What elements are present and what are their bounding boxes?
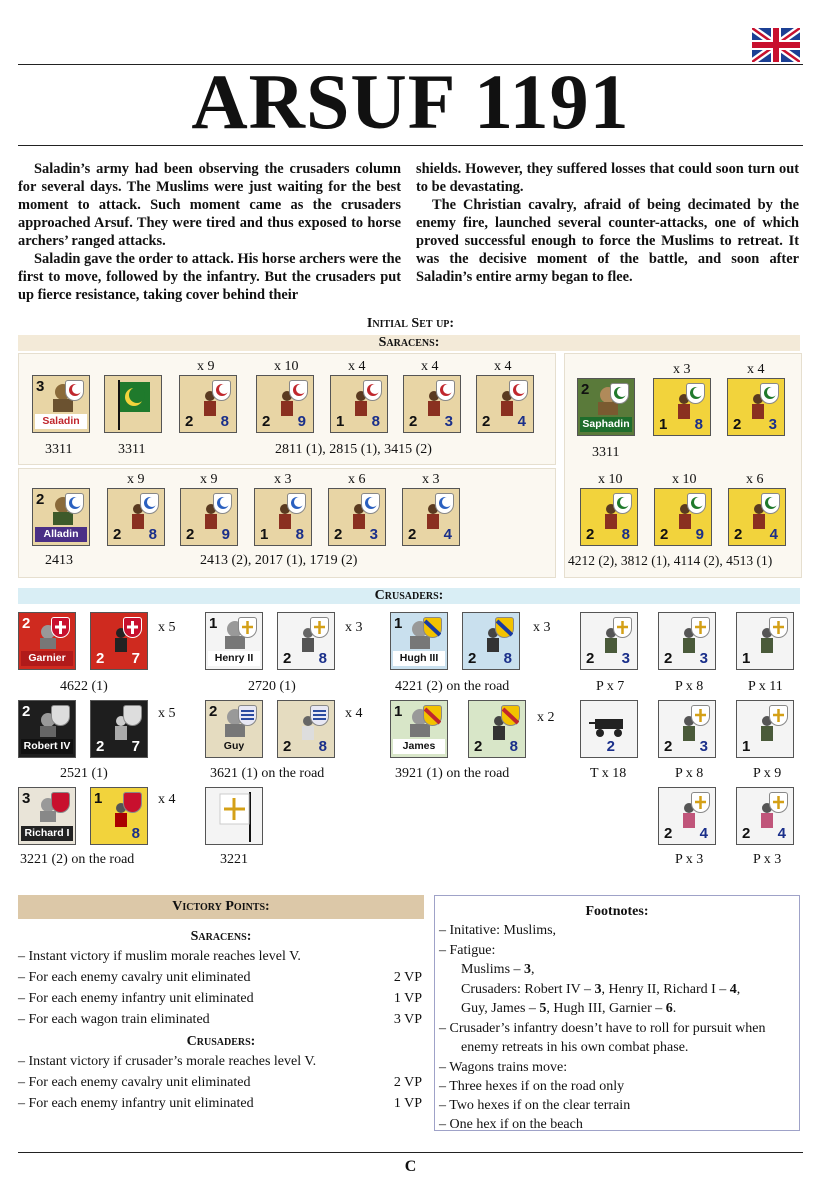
unit-rating: 1 <box>94 790 103 807</box>
unit-multiplier: x 4 <box>494 359 512 374</box>
unit-multiplier: x 3 <box>673 362 691 377</box>
crescent-shield-icon <box>361 493 380 514</box>
wagon-counter <box>580 700 638 758</box>
footer-rule <box>18 1152 803 1153</box>
unit-strength: 2 <box>734 526 743 543</box>
unit-multiplier: x 3 <box>422 472 440 487</box>
leader-rating: 2 <box>36 491 45 508</box>
unit-movement: 9 <box>221 526 230 543</box>
unit-multiplier: x 9 <box>197 359 215 374</box>
vp-value: 3 VP <box>393 1012 422 1027</box>
cross-shield-icon <box>51 617 70 638</box>
unit-strength: 2 <box>96 738 105 755</box>
crusader-banner-location: 3221 <box>220 852 248 867</box>
vp-text: – For each enemy cavalry unit eliminated <box>18 1075 251 1090</box>
unit-strength: 1 <box>336 413 345 430</box>
unit-movement: 4 <box>699 825 708 842</box>
intro-paragraph: shields. However, they suffered losses that could soon turn out to be devastating. <box>416 161 799 195</box>
footnote-beach: – One hex if on the beach <box>439 1117 583 1132</box>
striped-shield-icon <box>238 705 257 726</box>
leader-rating: 1 <box>394 615 403 632</box>
unit-movement: 4 <box>777 825 786 842</box>
intro-paragraph: Saladin gave the order to attack. His horse archers were the first to move, followed by the infantry. But the crusaders put up fierce resistance, taking cover behind their <box>18 251 401 303</box>
intro-paragraph: Saladin’s army had been observing the crusaders column for several days. The Muslims were just waiting for the best moment to attack. Such moment came as the crusaders approached Arsuf. They were tired and thus exposed to horse archers’ ranged attacks. <box>18 161 401 249</box>
unit-strength: 2 <box>660 526 669 543</box>
saphadin-row2-locations: 4212 (2), 3812 (1), 4114 (2), 4513 (1) <box>568 553 773 568</box>
crescent-shield-icon <box>65 493 84 514</box>
unit-strength: 2 <box>283 650 292 667</box>
title-rule <box>18 145 803 146</box>
unit-strength: 1 <box>659 416 668 433</box>
vp-row <box>18 991 424 1007</box>
vp-text: – For each enemy cavalry unit eliminated <box>18 970 251 985</box>
alladin-location: 2413 <box>45 553 73 568</box>
saracen-row2-locations: 2413 (2), 2017 (1), 1719 (2) <box>200 553 358 568</box>
unit-multiplier: x 6 <box>746 472 764 487</box>
unit-multiplier: x 6 <box>348 472 366 487</box>
unit-strength: 1 <box>742 650 751 667</box>
lions-shield-icon <box>51 792 70 813</box>
jerusalem-cross-icon <box>691 617 710 638</box>
crescent-shield-icon <box>760 383 779 404</box>
vp-text: – For each wagon train eliminated <box>18 1012 210 1027</box>
unit-movement: 4 <box>443 526 452 543</box>
leader-name: Robert IV <box>21 739 73 754</box>
unit-strength: 2 <box>664 738 673 755</box>
unit-strength: 2 <box>113 526 122 543</box>
hugh-unit-counter <box>462 612 520 670</box>
unit-movement: 4 <box>517 413 526 430</box>
leader-name: Saladin <box>35 414 87 429</box>
richard-location: 3221 (2) on the road <box>20 852 135 867</box>
saracen-row1-locations: 2811 (1), 2815 (1), 3415 (2) <box>275 442 432 457</box>
unit-multiplier: x 5 <box>158 620 176 635</box>
robert-location: 2521 (1) <box>60 766 108 781</box>
crescent-shield-icon <box>761 493 780 514</box>
unit-movement: 4 <box>769 526 778 543</box>
unit-multiplier: x 10 <box>598 472 623 487</box>
intro-right <box>416 160 799 286</box>
richard-unit-counter <box>90 787 148 845</box>
crescent-shield-icon <box>613 493 632 514</box>
unit-strength: 2 <box>664 825 673 842</box>
infantry-counter <box>736 700 794 758</box>
unit-strength: 2 <box>409 413 418 430</box>
saphadin-counter <box>577 378 635 436</box>
unit-counter <box>254 488 312 546</box>
crescent-shield-icon <box>509 380 528 401</box>
guy-counter <box>205 700 263 758</box>
cross-shield-icon <box>123 617 142 638</box>
unit-counter <box>180 488 238 546</box>
leader-rating: 2 <box>22 703 31 720</box>
jerusalem-cross-icon <box>310 617 329 638</box>
jerusalem-cross-icon <box>769 792 788 813</box>
leader-name: James <box>393 739 445 754</box>
crescent-shield-icon <box>212 380 231 401</box>
unit-movement: 3 <box>444 413 453 430</box>
fatigue-end: . <box>672 1001 677 1016</box>
vp-value: 2 VP <box>393 970 422 985</box>
unit-movement: 8 <box>220 413 229 430</box>
vp-crusaders-heading: Crusaders: <box>186 1034 256 1049</box>
vp-row <box>18 1075 424 1091</box>
crusaders-heading: Crusaders: <box>18 588 800 604</box>
henry-counter <box>205 612 263 670</box>
unit-movement: 8 <box>621 526 630 543</box>
vp-row <box>18 1054 424 1070</box>
hugh-location: 4221 (2) on the road <box>395 679 510 694</box>
vp-text: – Instant victory if crusader’s morale reaches level V. <box>18 1054 317 1069</box>
unit-strength: 2 <box>742 825 751 842</box>
unit-strength: 2 <box>474 738 483 755</box>
infantry-count-label: P x 7 <box>596 679 625 694</box>
hugh-counter <box>390 612 448 670</box>
vp-text: – For each enemy infantry unit eliminated <box>18 991 254 1006</box>
crescent-shield-icon <box>289 380 308 401</box>
leader-name: Richard I <box>21 826 73 841</box>
saracens-heading: Saracens: <box>18 335 800 351</box>
unit-movement: 7 <box>131 738 140 755</box>
footnote-crusaders-2 <box>461 1001 676 1017</box>
unit-strength: 2 <box>664 650 673 667</box>
vp-row <box>18 970 424 986</box>
vp-value: 1 VP <box>393 991 422 1006</box>
unit-strength: 2 <box>186 526 195 543</box>
fatigue-label: Muslims – <box>461 962 525 977</box>
infantry-counter <box>658 787 716 845</box>
shield-icon <box>123 705 142 726</box>
fatigue-value: 3 <box>594 982 602 997</box>
unit-multiplier: x 5 <box>158 706 176 721</box>
james-location: 3921 (1) on the road <box>395 766 510 781</box>
unit-counter <box>403 375 461 433</box>
saladin-location: 3311 <box>45 442 73 457</box>
unit-strength: 2 <box>96 650 105 667</box>
leader-name: Alladin <box>35 527 87 542</box>
footnote-pursuit-cont: enemy retreats in his own combat phase. <box>461 1040 689 1055</box>
unit-counter <box>476 375 534 433</box>
alladin-counter <box>32 488 90 546</box>
unit-movement: 9 <box>695 526 704 543</box>
crescent-shield-icon <box>363 380 382 401</box>
infantry-counter <box>658 612 716 670</box>
infantry-counter <box>736 787 794 845</box>
unit-multiplier: x 10 <box>274 359 299 374</box>
infantry-count-label: P x 3 <box>675 852 704 867</box>
intro-paragraph: The Christian cavalry, afraid of being decimated by the enemy fire, launched several counter-attacks, one of which proved successful enough to force the Muslims to retreat. It was the decisive moment of the battle, and soon after Saladin’s entire army began to flee. <box>416 197 799 285</box>
bend-shield-icon <box>423 705 442 726</box>
vp-saracens-heading: Saracens: <box>190 929 252 944</box>
unit-multiplier: x 3 <box>274 472 292 487</box>
unit-strength: 2 <box>185 413 194 430</box>
garnier-unit-counter <box>90 612 148 670</box>
shield-icon <box>51 705 70 726</box>
unit-movement: 7 <box>131 650 140 667</box>
unit-counter <box>330 375 388 433</box>
fatigue-label: Crusaders: Robert IV – <box>461 982 595 997</box>
crescent-shield-icon <box>65 380 84 401</box>
unit-movement: 3 <box>621 650 630 667</box>
crescent-shield-icon <box>435 493 454 514</box>
footnote-initiative: – Initative: Muslims, <box>439 923 557 938</box>
bend-shield-icon <box>495 617 514 638</box>
leader-rating: 2 <box>209 703 218 720</box>
robert-unit-counter <box>90 700 148 758</box>
unit-movement: 8 <box>503 650 512 667</box>
henry-unit-counter <box>277 612 335 670</box>
unit-movement: 8 <box>694 416 703 433</box>
footnote-pursuit: – Crusader’s infantry doesn’t have to roll for pursuit when <box>439 1021 766 1036</box>
vp-value: 2 VP <box>393 1075 422 1090</box>
unit-counter <box>728 488 786 546</box>
leader-rating: 3 <box>22 790 31 807</box>
unit-counter <box>256 375 314 433</box>
unit-counter <box>654 488 712 546</box>
unit-strength: 2 <box>408 526 417 543</box>
unit-counter <box>653 378 711 436</box>
leader-rating: 1 <box>209 615 218 632</box>
unit-movement: 3 <box>768 416 777 433</box>
crescent-shield-icon <box>140 493 159 514</box>
jerusalem-cross-icon <box>613 617 632 638</box>
crescent-shield-icon <box>686 383 705 404</box>
leader-name: Henry II <box>208 651 260 666</box>
unit-counter <box>580 488 638 546</box>
crescent-shield-icon <box>610 383 629 404</box>
footnote-wagons: – Wagons trains move: <box>439 1060 568 1075</box>
unit-multiplier: x 4 <box>345 706 363 721</box>
vp-row <box>18 1096 424 1112</box>
unit-multiplier: x 10 <box>672 472 697 487</box>
jerusalem-banner-icon <box>216 792 256 842</box>
footnote-fatigue: – Fatigue: <box>439 943 496 958</box>
jerusalem-cross-icon <box>238 617 257 638</box>
infantry-count-label: P x 8 <box>675 766 704 781</box>
unit-movement: 3 <box>699 738 708 755</box>
setup-heading: Initial Set up: <box>366 316 455 331</box>
leader-rating: 3 <box>36 378 45 395</box>
unit-strength: 1 <box>260 526 269 543</box>
unit-strength: 2 <box>482 413 491 430</box>
unit-movement: 2 <box>606 738 615 755</box>
crescent-banner-icon <box>117 380 153 430</box>
jerusalem-cross-icon <box>769 705 788 726</box>
footnote-road: – Three hexes if on the road only <box>439 1079 625 1094</box>
fatigue-label: Guy, James – <box>461 1001 540 1016</box>
unit-counter <box>727 378 785 436</box>
unit-multiplier: x 9 <box>127 472 145 487</box>
banner-location: 3311 <box>118 442 146 457</box>
infantry-counter <box>580 612 638 670</box>
unit-strength: 1 <box>742 738 751 755</box>
leader-rating: 2 <box>581 381 590 398</box>
unit-movement: 3 <box>369 526 378 543</box>
saladin-counter <box>32 375 90 433</box>
infantry-count-label: T x 18 <box>590 766 627 781</box>
unit-multiplier: x 4 <box>747 362 765 377</box>
footnote-clear: – Two hexes if on the clear terrain <box>439 1098 631 1113</box>
guy-unit-counter <box>277 700 335 758</box>
robert-counter <box>18 700 76 758</box>
footnote-muslims: Muslims – 3, <box>461 962 535 977</box>
unit-movement: 8 <box>371 413 380 430</box>
unit-movement: 8 <box>509 738 518 755</box>
page-title: ARSUF 1191 <box>191 58 630 145</box>
infantry-counter <box>736 612 794 670</box>
leader-rating: 2 <box>22 615 31 632</box>
vp-row <box>18 1012 424 1028</box>
guy-location: 3621 (1) on the road <box>210 766 325 781</box>
james-unit-counter <box>468 700 526 758</box>
footnotes-heading: Footnotes: <box>585 904 649 919</box>
infantry-counter <box>658 700 716 758</box>
james-counter <box>390 700 448 758</box>
crescent-shield-icon <box>213 493 232 514</box>
leader-name: Guy <box>208 739 260 754</box>
unit-strength: 2 <box>334 526 343 543</box>
garnier-counter <box>18 612 76 670</box>
unit-multiplier: x 3 <box>533 620 551 635</box>
footnotes-box <box>434 895 800 1131</box>
leader-rating: 1 <box>394 703 403 720</box>
unit-counter <box>328 488 386 546</box>
victory-points-box <box>18 895 424 1125</box>
unit-multiplier: x 4 <box>348 359 366 374</box>
leader-name: Garnier <box>21 651 73 666</box>
unit-strength: 2 <box>733 416 742 433</box>
unit-multiplier: x 9 <box>200 472 218 487</box>
leader-name: Hugh III <box>393 651 445 666</box>
unit-counter <box>179 375 237 433</box>
fatigue-value: 3 <box>524 962 532 977</box>
unit-movement: 8 <box>131 825 140 842</box>
unit-multiplier: x 4 <box>158 792 176 807</box>
fatigue-label: , Henry II, Richard I – <box>601 982 730 997</box>
unit-movement: 3 <box>699 650 708 667</box>
fatigue-value: 4 <box>729 982 737 997</box>
victory-points-heading: Victory Points: <box>18 895 424 919</box>
unit-multiplier: x 4 <box>421 359 439 374</box>
unit-counter <box>402 488 460 546</box>
unit-movement: 9 <box>297 413 306 430</box>
unit-strength: 2 <box>262 413 271 430</box>
vp-text: – Instant victory if muslim morale reaches level V. <box>18 949 301 964</box>
crusader-banner-counter <box>205 787 263 845</box>
crescent-shield-icon <box>687 493 706 514</box>
jerusalem-cross-icon <box>769 617 788 638</box>
intro-left <box>18 160 401 304</box>
striped-shield-icon <box>310 705 329 726</box>
infantry-count-label: P x 9 <box>753 766 782 781</box>
fatigue-value: 5 <box>539 1001 547 1016</box>
unit-strength: 2 <box>468 650 477 667</box>
infantry-count-label: P x 11 <box>748 679 783 694</box>
footnote-crusaders-1: Crusaders: Robert IV – 3, Henry II, Richard I – 4, <box>461 982 741 997</box>
jerusalem-cross-icon <box>691 705 710 726</box>
unit-movement: 8 <box>318 650 327 667</box>
unit-multiplier: x 2 <box>537 710 555 725</box>
infantry-count-label: P x 3 <box>753 852 782 867</box>
unit-counter <box>107 488 165 546</box>
saphadin-location: 3311 <box>592 445 620 460</box>
saracen-banner-counter <box>104 375 162 433</box>
vp-row <box>18 949 424 965</box>
page-letter: C <box>404 1158 417 1175</box>
richard-counter <box>18 787 76 845</box>
unit-movement: 8 <box>318 738 327 755</box>
leader-name: Saphadin <box>580 417 632 432</box>
vp-value: 1 VP <box>393 1096 422 1111</box>
garnier-location: 4622 (1) <box>60 679 108 694</box>
unit-movement: 8 <box>148 526 157 543</box>
fatigue-value: 6 <box>665 1001 673 1016</box>
lions-shield-icon <box>123 792 142 813</box>
uk-flag-icon <box>752 28 800 62</box>
fatigue-label: , Hugh III, Garnier – <box>546 1001 666 1016</box>
infantry-count-label: P x 8 <box>675 679 704 694</box>
unit-movement: 8 <box>295 526 304 543</box>
unit-strength: 2 <box>586 650 595 667</box>
crescent-shield-icon <box>287 493 306 514</box>
vp-text: – For each enemy infantry unit eliminated <box>18 1096 254 1111</box>
crescent-shield-icon <box>436 380 455 401</box>
bend-shield-icon <box>501 705 520 726</box>
unit-multiplier: x 3 <box>345 620 363 635</box>
henry-location: 2720 (1) <box>248 679 296 694</box>
bend-shield-icon <box>423 617 442 638</box>
unit-strength: 2 <box>283 738 292 755</box>
jerusalem-cross-icon <box>691 792 710 813</box>
unit-strength: 2 <box>586 526 595 543</box>
wagon-icon <box>589 715 629 739</box>
